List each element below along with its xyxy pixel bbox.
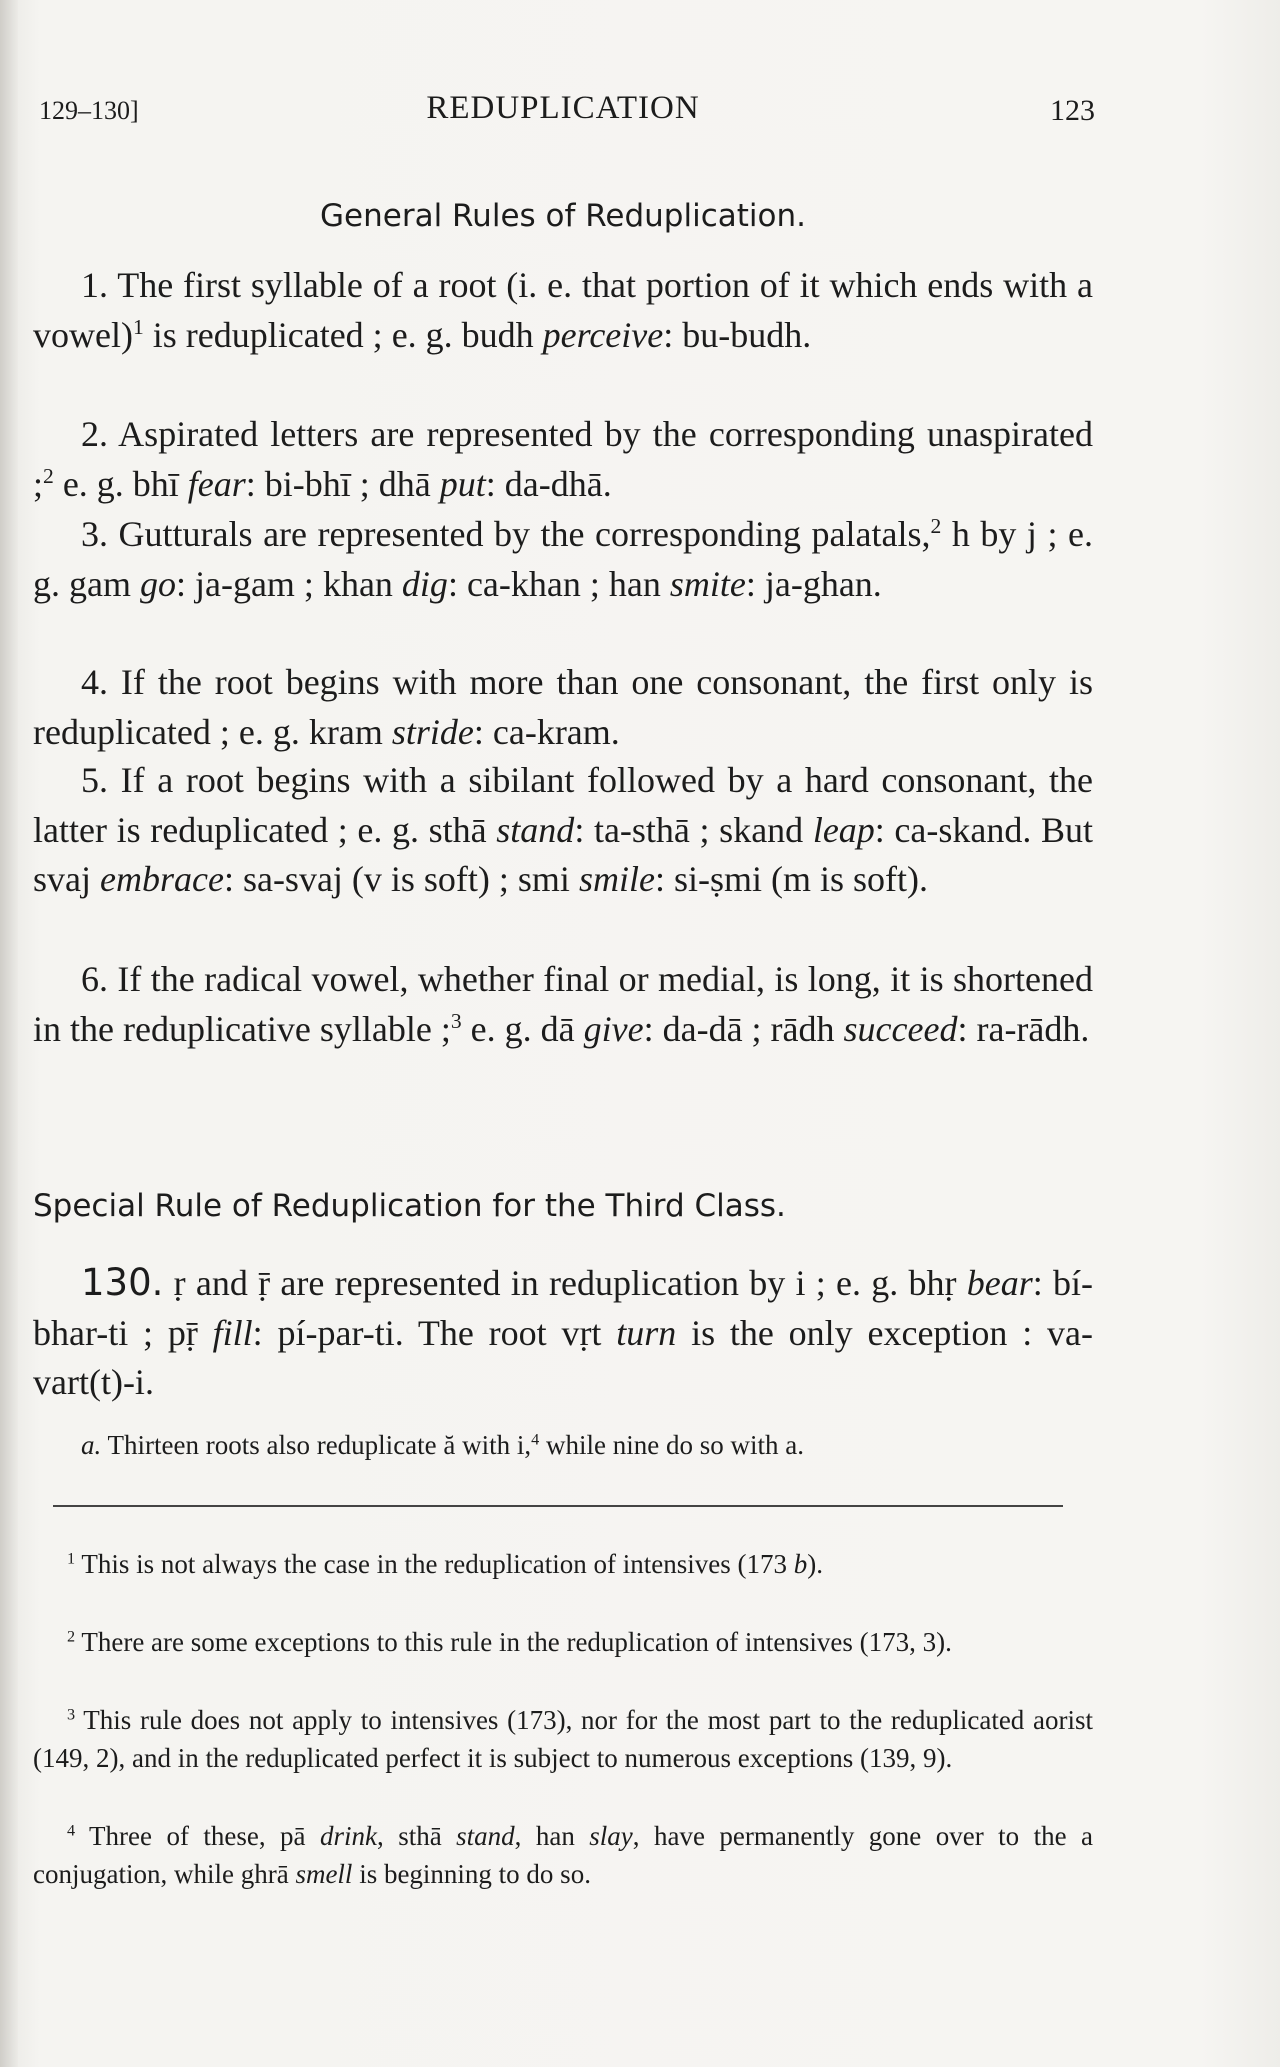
gloss: bear: [966, 1263, 1033, 1303]
rule-6-text: : da-dā ; rādh: [643, 1008, 844, 1049]
gloss: succeed: [843, 1008, 958, 1049]
footnote-4: [33, 1817, 1093, 1893]
rule-3: [33, 510, 1093, 609]
note-label: a.: [81, 1430, 102, 1460]
gloss: give: [583, 1008, 644, 1049]
rule-2: [33, 410, 1093, 509]
page-number: 123: [1050, 94, 1095, 127]
gloss: turn: [616, 1312, 677, 1353]
gloss: leap: [812, 809, 875, 850]
paragraph-number: 130.: [81, 1261, 164, 1304]
rule-2-text: e. g. bhī: [53, 463, 188, 504]
footnote-ref: 1: [132, 314, 144, 339]
footnote-text: b: [793, 1549, 808, 1579]
rule-3-text: : ja-gam ; khan: [175, 563, 402, 604]
footnote-divider: [53, 1505, 1063, 1507]
gloss: smite: [669, 563, 746, 604]
rule-4-text: : ca-kram.: [473, 711, 620, 752]
gloss: smile: [578, 859, 655, 899]
rule-4-text: 4. If the root begins with more than one consonant, the first only is reduplicated ; e. g. kram: [33, 662, 1093, 752]
section-heading-third-class: Special Rule of Reduplication for the Third Class.: [33, 1188, 786, 1224]
footnote-text: This is not always the case in the reduplication of intensives (173: [75, 1549, 794, 1579]
rule-5-text: : ta-sthā ; skand: [574, 809, 813, 850]
rule-3-text: h by j ; e. g. gam: [33, 514, 1093, 604]
paragraph-130-text: ṛ and ṝ are represented in reduplication by i ; e. g. bhṛ: [163, 1263, 967, 1303]
page-gutter-shadow: [0, 0, 18, 2067]
rule-2-text: : bi-bhī ; dhā: [245, 463, 440, 504]
paragraph-130-text: is the only exception : va-vart(t)-i.: [33, 1312, 1094, 1402]
rule-6: [33, 955, 1093, 1054]
rule-2-text: : da-dhā.: [485, 463, 612, 504]
footnote-text: ).: [807, 1549, 823, 1579]
section-range: 129–130]: [39, 96, 139, 125]
paragraph-130-text: : bí-bhar-ti ; pṝ: [33, 1263, 1093, 1353]
rule-1: [33, 261, 1093, 360]
footnote-3: [33, 1701, 1093, 1777]
running-head: [33, 90, 1093, 130]
footnote-mark: 1: [67, 1549, 76, 1568]
rule-3-text: : ca-khan ; han: [447, 563, 670, 604]
gloss: go: [139, 563, 176, 604]
rule-6-text: 6. If the radical vowel, whether final or medial, is long, it is shortened in the reduplicative syllable ;: [33, 959, 1093, 1049]
footnote-mark: 3: [67, 1705, 76, 1724]
footnote-2: [33, 1623, 1093, 1661]
rule-6-text: e. g. dā: [461, 1008, 584, 1049]
rule-5-text: : sa-svaj (v is soft) ; smi: [223, 859, 579, 899]
chapter-title: REDUPLICATION: [426, 90, 700, 126]
note-a-text: while nine do so with a.: [539, 1430, 804, 1460]
rule-2-text: 2. Aspirated letters are represented by the corresponding unaspirated ;: [33, 414, 1093, 504]
note-a-text: Thirteen roots also reduplicate ă with i,: [101, 1430, 532, 1460]
gloss: fill: [212, 1312, 253, 1353]
footnote-text: Three of these, pā: [75, 1821, 320, 1851]
gloss: smell: [295, 1859, 353, 1889]
footnote-mark: 2: [67, 1627, 76, 1646]
footnote-text: There are some exceptions to this rule in the reduplication of intensives (173, 3).: [75, 1627, 952, 1657]
gloss: drink: [320, 1821, 377, 1851]
rule-5-text: : ca-skand. But svaj: [33, 809, 1094, 899]
rule-5: [33, 756, 1093, 905]
note-a: [33, 1427, 1093, 1463]
paragraph-130-text: : pí-par-ti. The root vṛt: [252, 1312, 617, 1353]
rule-1-text: is reduplicated ; e. g. budh: [143, 314, 543, 355]
gloss: dig: [401, 563, 448, 604]
gloss: stand: [456, 1821, 515, 1851]
footnote-text: , have permanently gone over to the a conjugation, while ghrā: [33, 1821, 1093, 1889]
rule-3-text: : ja-ghan.: [745, 563, 882, 604]
footnote-text: is beginning to do so.: [352, 1859, 591, 1889]
gloss: slay: [589, 1821, 633, 1851]
footnote-mark: 4: [67, 1821, 76, 1840]
rule-1-text: 1. The first syllable of a root (i. e. that portion of it which ends with a vowel): [33, 265, 1093, 355]
paragraph-130: [33, 1258, 1093, 1408]
gloss: embrace: [100, 859, 224, 899]
section-heading-general-rules: General Rules of Reduplication.: [320, 198, 806, 234]
rule-1-text: : bu-budh.: [663, 314, 812, 355]
footnote-ref: 3: [450, 1008, 462, 1033]
gloss: stride: [391, 711, 474, 752]
footnote-text: This rule does not apply to intensives (173), nor for the most part to the reduplicated aorist (149, 2), and in the reduplicated perfect it is subject to numerous exceptions (139, 9).: [33, 1705, 1093, 1773]
footnote-text: , han: [514, 1821, 590, 1851]
rule-6-text: : ra-rādh.: [957, 1008, 1090, 1049]
gloss: stand: [496, 809, 575, 850]
rule-5-text: 5. If a root begins with a sibilant followed by a hard consonant, the latter is reduplicated ; e. g. sthā: [33, 760, 1093, 850]
gloss: put: [439, 463, 486, 504]
footnote-text: , sthā: [377, 1821, 457, 1851]
rule-5-text: : si-ṣmi (m is soft).: [654, 859, 928, 899]
gloss: fear: [187, 463, 246, 504]
footnote-ref: 2: [930, 514, 942, 539]
rule-4: [33, 658, 1093, 757]
footnote-ref: 2: [43, 463, 54, 488]
footnote-1: [33, 1545, 1093, 1583]
gloss: perceive: [542, 314, 664, 355]
footnote-ref: 4: [531, 1430, 540, 1449]
rule-3-text: 3. Gutturals are represented by the corresponding palatals,: [81, 514, 931, 554]
